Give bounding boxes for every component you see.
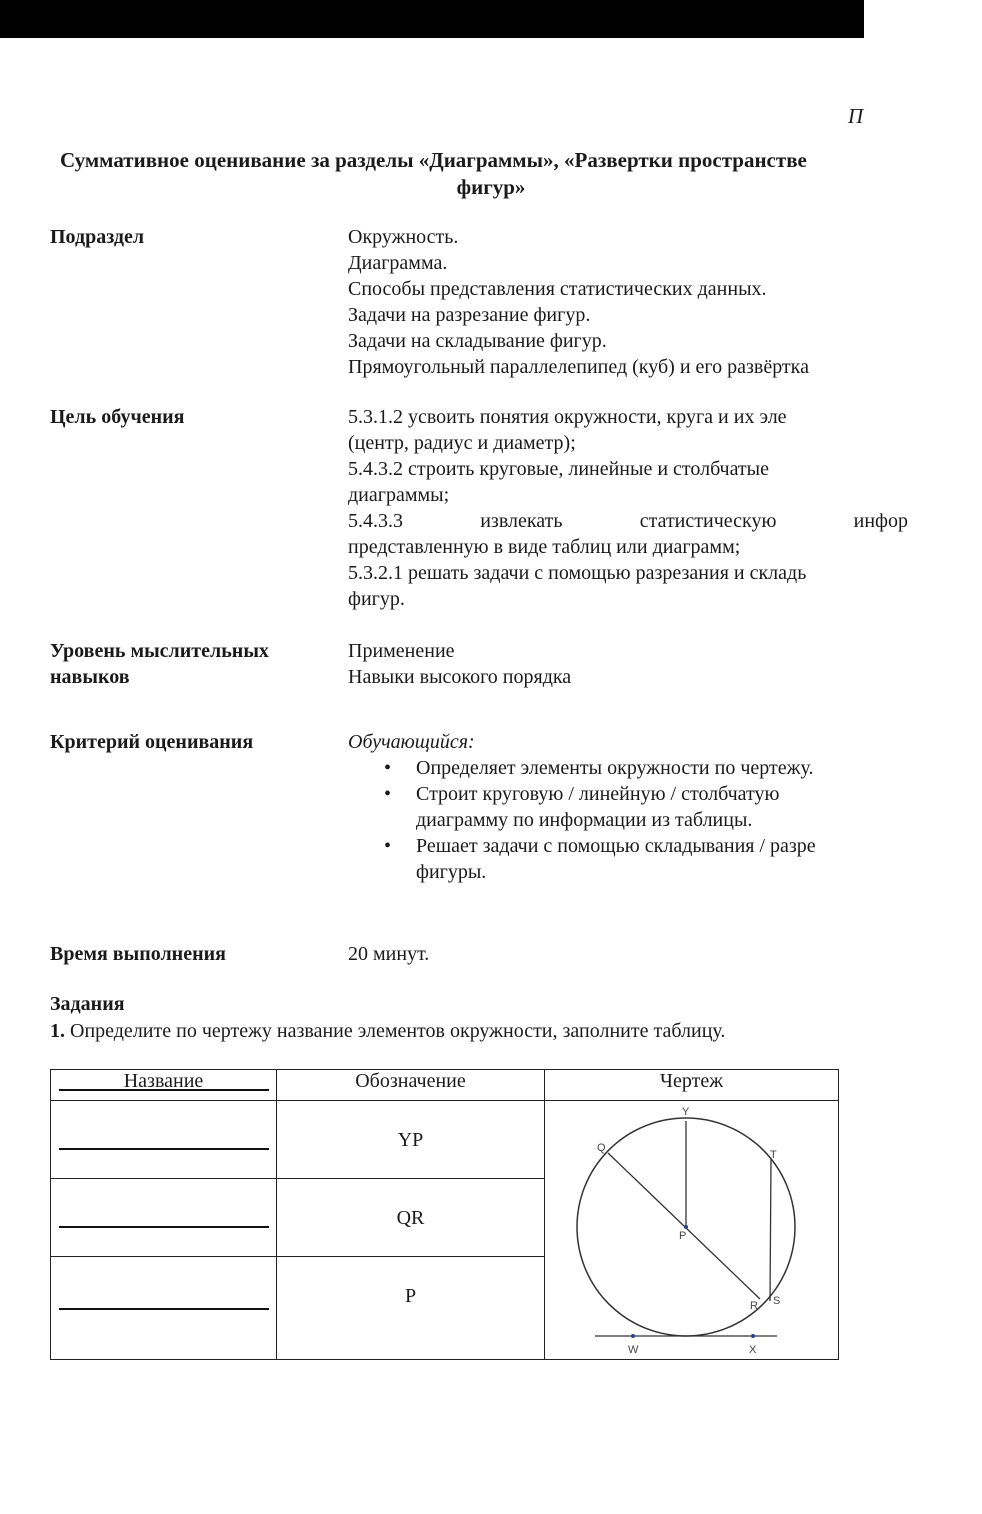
time-label: Время выполнения: [50, 943, 226, 965]
label-W: W: [628, 1344, 639, 1356]
table-header-row: [51, 1070, 839, 1101]
header-designation: Обозначение: [277, 1070, 545, 1101]
document-title: Суммативное оценивание за разделы «Диаграммы», «Развертки пространстве: [60, 148, 807, 172]
criteria-item: [348, 833, 816, 885]
goal-word: статистическую: [639, 510, 777, 532]
thinking-values: [348, 638, 571, 690]
header-name: [51, 1070, 277, 1101]
goal-label: Цель обучения: [50, 406, 185, 428]
chord-TS: [770, 1159, 771, 1301]
designation-cell: QR: [277, 1179, 545, 1257]
circle-diagram: [545, 1101, 839, 1360]
task-1-text: [50, 1020, 725, 1043]
thinking-label: [50, 638, 269, 690]
answer-cell[interactable]: [51, 1179, 277, 1257]
criteria-item-text: Решает задачи с помощью складывания / разре: [416, 835, 816, 857]
designation-cell: P: [277, 1257, 545, 1360]
task-number: 1.: [50, 1020, 65, 1042]
point-X: [751, 1334, 755, 1338]
goal-line: диаграммы;: [348, 484, 450, 506]
subsection-label: Подраздел: [50, 226, 145, 248]
answer-blank-line[interactable]: [59, 1290, 269, 1310]
thinking-value: Навыки высокого порядка: [348, 666, 572, 688]
criteria-item-text: диаграмму по информации из таблицы.: [416, 809, 753, 831]
answer-cell[interactable]: [51, 1257, 277, 1360]
bullet-icon: •: [384, 757, 392, 779]
subsection-line: Способы представления статистических данных.: [348, 278, 767, 300]
answer-cell[interactable]: [51, 1101, 277, 1179]
subsection-line: Задачи на разрезание фигур.: [348, 304, 591, 326]
thinking-label-line: Уровень мыслительных: [50, 640, 269, 662]
answer-blank-line[interactable]: [59, 1130, 269, 1150]
label-S: S: [773, 1295, 781, 1307]
bullet-icon: •: [384, 835, 392, 857]
label-T: T: [770, 1149, 777, 1161]
answer-blank-line[interactable]: [59, 1208, 269, 1228]
goal-line: (центр, радиус и диаметр);: [348, 432, 576, 454]
circle-elements-table: [50, 1069, 839, 1360]
label-R: R: [750, 1300, 758, 1312]
criteria-item: [348, 781, 816, 833]
subsection-line: Прямоугольный параллелепипед (куб) и его развёртка: [348, 356, 809, 378]
designation-cell: YP: [277, 1101, 545, 1179]
criteria-intro: Обучающийся:: [348, 731, 475, 753]
document-title-cont: фигур»: [456, 175, 526, 199]
task-question: Определите по чертежу название элементов окружности, заполните таблицу.: [65, 1020, 726, 1042]
goal-line: 5.4.3.2 строить круговые, линейные и столбчатые: [348, 458, 769, 480]
criteria-item-text: Строит круговую / линейную / столбчатую: [416, 783, 780, 805]
document-page: [0, 38, 908, 1514]
label-Y: Y: [682, 1106, 690, 1118]
criteria-item-text: Определяет элементы окружности по чертежу.: [416, 757, 814, 779]
time-value: 20 минут.: [348, 943, 430, 965]
label-P: P: [679, 1230, 687, 1242]
thinking-label-line: навыков: [50, 666, 130, 688]
subsection-values: [348, 224, 809, 380]
top-black-bar: [0, 0, 864, 38]
page-corner-text: П: [848, 104, 864, 128]
table-row: [51, 1101, 839, 1179]
header-name-text: Название: [123, 1070, 204, 1092]
tasks-heading: Задания: [50, 993, 125, 1015]
label-Q: Q: [597, 1142, 606, 1154]
label-X: X: [749, 1344, 757, 1356]
goal-values: [348, 404, 908, 612]
criteria-label: Критерий оценивания: [50, 731, 254, 753]
thinking-value: Применение: [348, 640, 455, 662]
goal-line: фигур.: [348, 588, 405, 610]
goal-line: 5.3.2.1 решать задачи с помощью разрезания и складь: [348, 562, 807, 584]
criteria-item-text: фигуры.: [416, 861, 487, 883]
subsection-line: Окружность.: [348, 226, 459, 248]
header-underline: [59, 1089, 269, 1091]
goal-line-justified: [348, 508, 908, 534]
drawing-cell: [545, 1101, 839, 1360]
criteria-values: [348, 729, 816, 885]
criteria-item: [348, 755, 816, 781]
point-P: [684, 1225, 688, 1229]
subsection-line: Диаграмма.: [348, 252, 448, 274]
goal-line: 5.3.1.2 усвоить понятия окружности, круга и их эле: [348, 406, 787, 428]
bullet-icon: •: [384, 783, 392, 805]
goal-word: извлекать: [480, 510, 563, 532]
goal-word: 5.4.3.3: [348, 510, 403, 532]
goal-word: инфор: [853, 510, 908, 532]
point-W: [631, 1334, 635, 1338]
header-drawing: Чертеж: [545, 1070, 839, 1101]
goal-line: представленную в виде таблиц или диаграмм;: [348, 536, 741, 558]
subsection-line: Задачи на складывание фигур.: [348, 330, 607, 352]
diameter-QR: [608, 1153, 760, 1299]
